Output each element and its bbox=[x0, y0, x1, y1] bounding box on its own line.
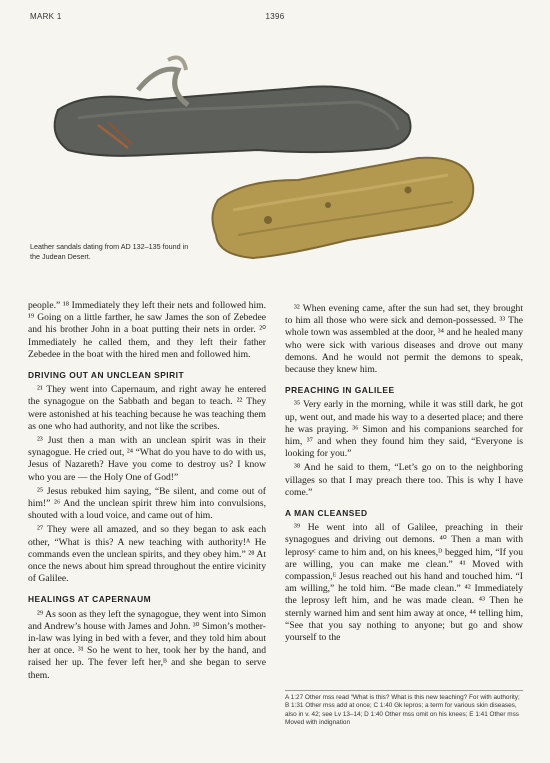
section-heading: HEALINGS AT CAPERNAUM bbox=[28, 594, 152, 605]
paragraph: ²³ Just then a man with an unclean spirit was in their synagogue. He cried out, ²⁴ “What do you have to do with us, Jesus of Nazareth? Have you come to destroy us? I know who you are — the Holy One of God!” bbox=[28, 435, 266, 483]
right-text-column bbox=[285, 303, 523, 646]
paragraph: people.” ¹⁸ Immediately they left their nets and followed him. ¹⁹ Going on a little farther, he saw James the son of Zebedee and his brother John in a boat putting their nets in order. ²⁰ Immediately he called them, and they left their father Zebedee in the boat with the hired men and followed him. bbox=[28, 300, 266, 360]
footnote: C 1:40 Gk lepros; a term for various skin diseases, also in v. 42; see Lv 13–14 bbox=[285, 702, 517, 718]
left-text-column bbox=[28, 300, 266, 684]
footnote: D 1:40 Other mss omit on his knees bbox=[364, 710, 466, 718]
sandals-photo bbox=[28, 30, 523, 278]
footnote: E 1:41 Other mss Moved with indignation bbox=[285, 710, 520, 727]
light-sandal-image bbox=[212, 158, 473, 258]
paragraph: ²⁵ Jesus rebuked him saying, “Be silent, and come out of him!” ²⁶ And the unclean spirit threw him into convulsions, shouted with a loud voice, and came out of him. bbox=[28, 485, 266, 522]
paragraph: ³⁸ And he said to them, “Let’s go on to the neighboring villages so that I may preach there too. This is why I have come.” bbox=[285, 462, 523, 498]
footnote: A 1:27 Other mss read “What is this? What is this new teaching? For with authority bbox=[285, 694, 519, 701]
dark-sandal-image bbox=[55, 58, 411, 156]
footnotes: A 1:27 Other mss read “What is this? What is this new teaching? For with authority; B 1:31 Other mss add at once; C 1:40 Gk lepros; a term for various skin diseases, also in v. 42; see Lv 13–14; D 1:40 Other mss omit on his knees; E 1:41 Other mss Moved with indignation bbox=[285, 690, 523, 728]
section-heading: PREACHING IN GALILEE bbox=[285, 385, 395, 396]
footnote: B 1:31 Other mss add at once bbox=[285, 702, 370, 710]
paragraph: ³⁹ He went into all of Galilee, preaching in their synagogues and driving out demons. ⁴⁰ Then a man with leprosyᶜ came to him and, on his knees,ᴰ begged him, “If you are willing, you can make me clean.” ⁴¹ Moved with compassion,ᴱ Jesus reached out his hand and touched him. “I am willing,” he told him. “Be made clean.” ⁴² Immediately the leprosy left him, and he was made clean. ⁴³ Then he sternly warned him and sent him away at once, ⁴⁴ telling him, “See that you say nothing to anyone; but go and show yourself to the bbox=[285, 522, 523, 644]
paragraph: ²⁷ They were all amazed, and so they began to ask each other, “What is this? A new teaching with authority!ᴬ He commands even the unclean spirits, and they obey him.” ²⁸ At once the news about him spread throughout the entire vicinity of Galilee. bbox=[28, 524, 266, 585]
paragraph: ²¹ They went into Capernaum, and right away he entered the synagogue on the Sabbath and began to teach. ²² They were astonished at his teaching because he was teaching them as one who had authority, and not like the scribes. bbox=[28, 384, 266, 432]
page-number: 1396 bbox=[265, 12, 285, 21]
photo-caption: Leather sandals dating from AD 132–135 found in the Judean Desert. bbox=[30, 242, 189, 261]
section-heading: DRIVING OUT AN UNCLEAN SPIRIT bbox=[28, 370, 185, 381]
paragraph: ³⁵ Very early in the morning, while it was still dark, he got up, went out, and made his way to a deserted place; and there he was praying. ³⁶ Simon and his companions searched for him, ³⁷ and when they found him they said, “Everyone is looking for you.” bbox=[285, 399, 523, 460]
book-chapter-label: MARK 1 bbox=[30, 12, 62, 21]
paragraph: ³² When evening came, after the sun had set, they brought to him all those who were sick and demon-possessed. ³³ The whole town was assembled at the door, ³⁴ and he healed many who were sick with various diseases and drove out many demons. And he would not permit the demons to speak, because they knew him. bbox=[285, 303, 523, 376]
running-header bbox=[30, 12, 520, 26]
paragraph: ²⁹ As soon as they left the synagogue, they went into Simon and Andrew’s house with James and John. ³⁰ Simon’s mother-in-law was lying in bed with a fever, and they told him about her at once. ³¹ So he went to her, took her by the hand, and raised her up. The fever left her,ᴮ and she began to serve them. bbox=[28, 608, 266, 681]
section-heading: A MAN CLEANSED bbox=[285, 508, 368, 519]
